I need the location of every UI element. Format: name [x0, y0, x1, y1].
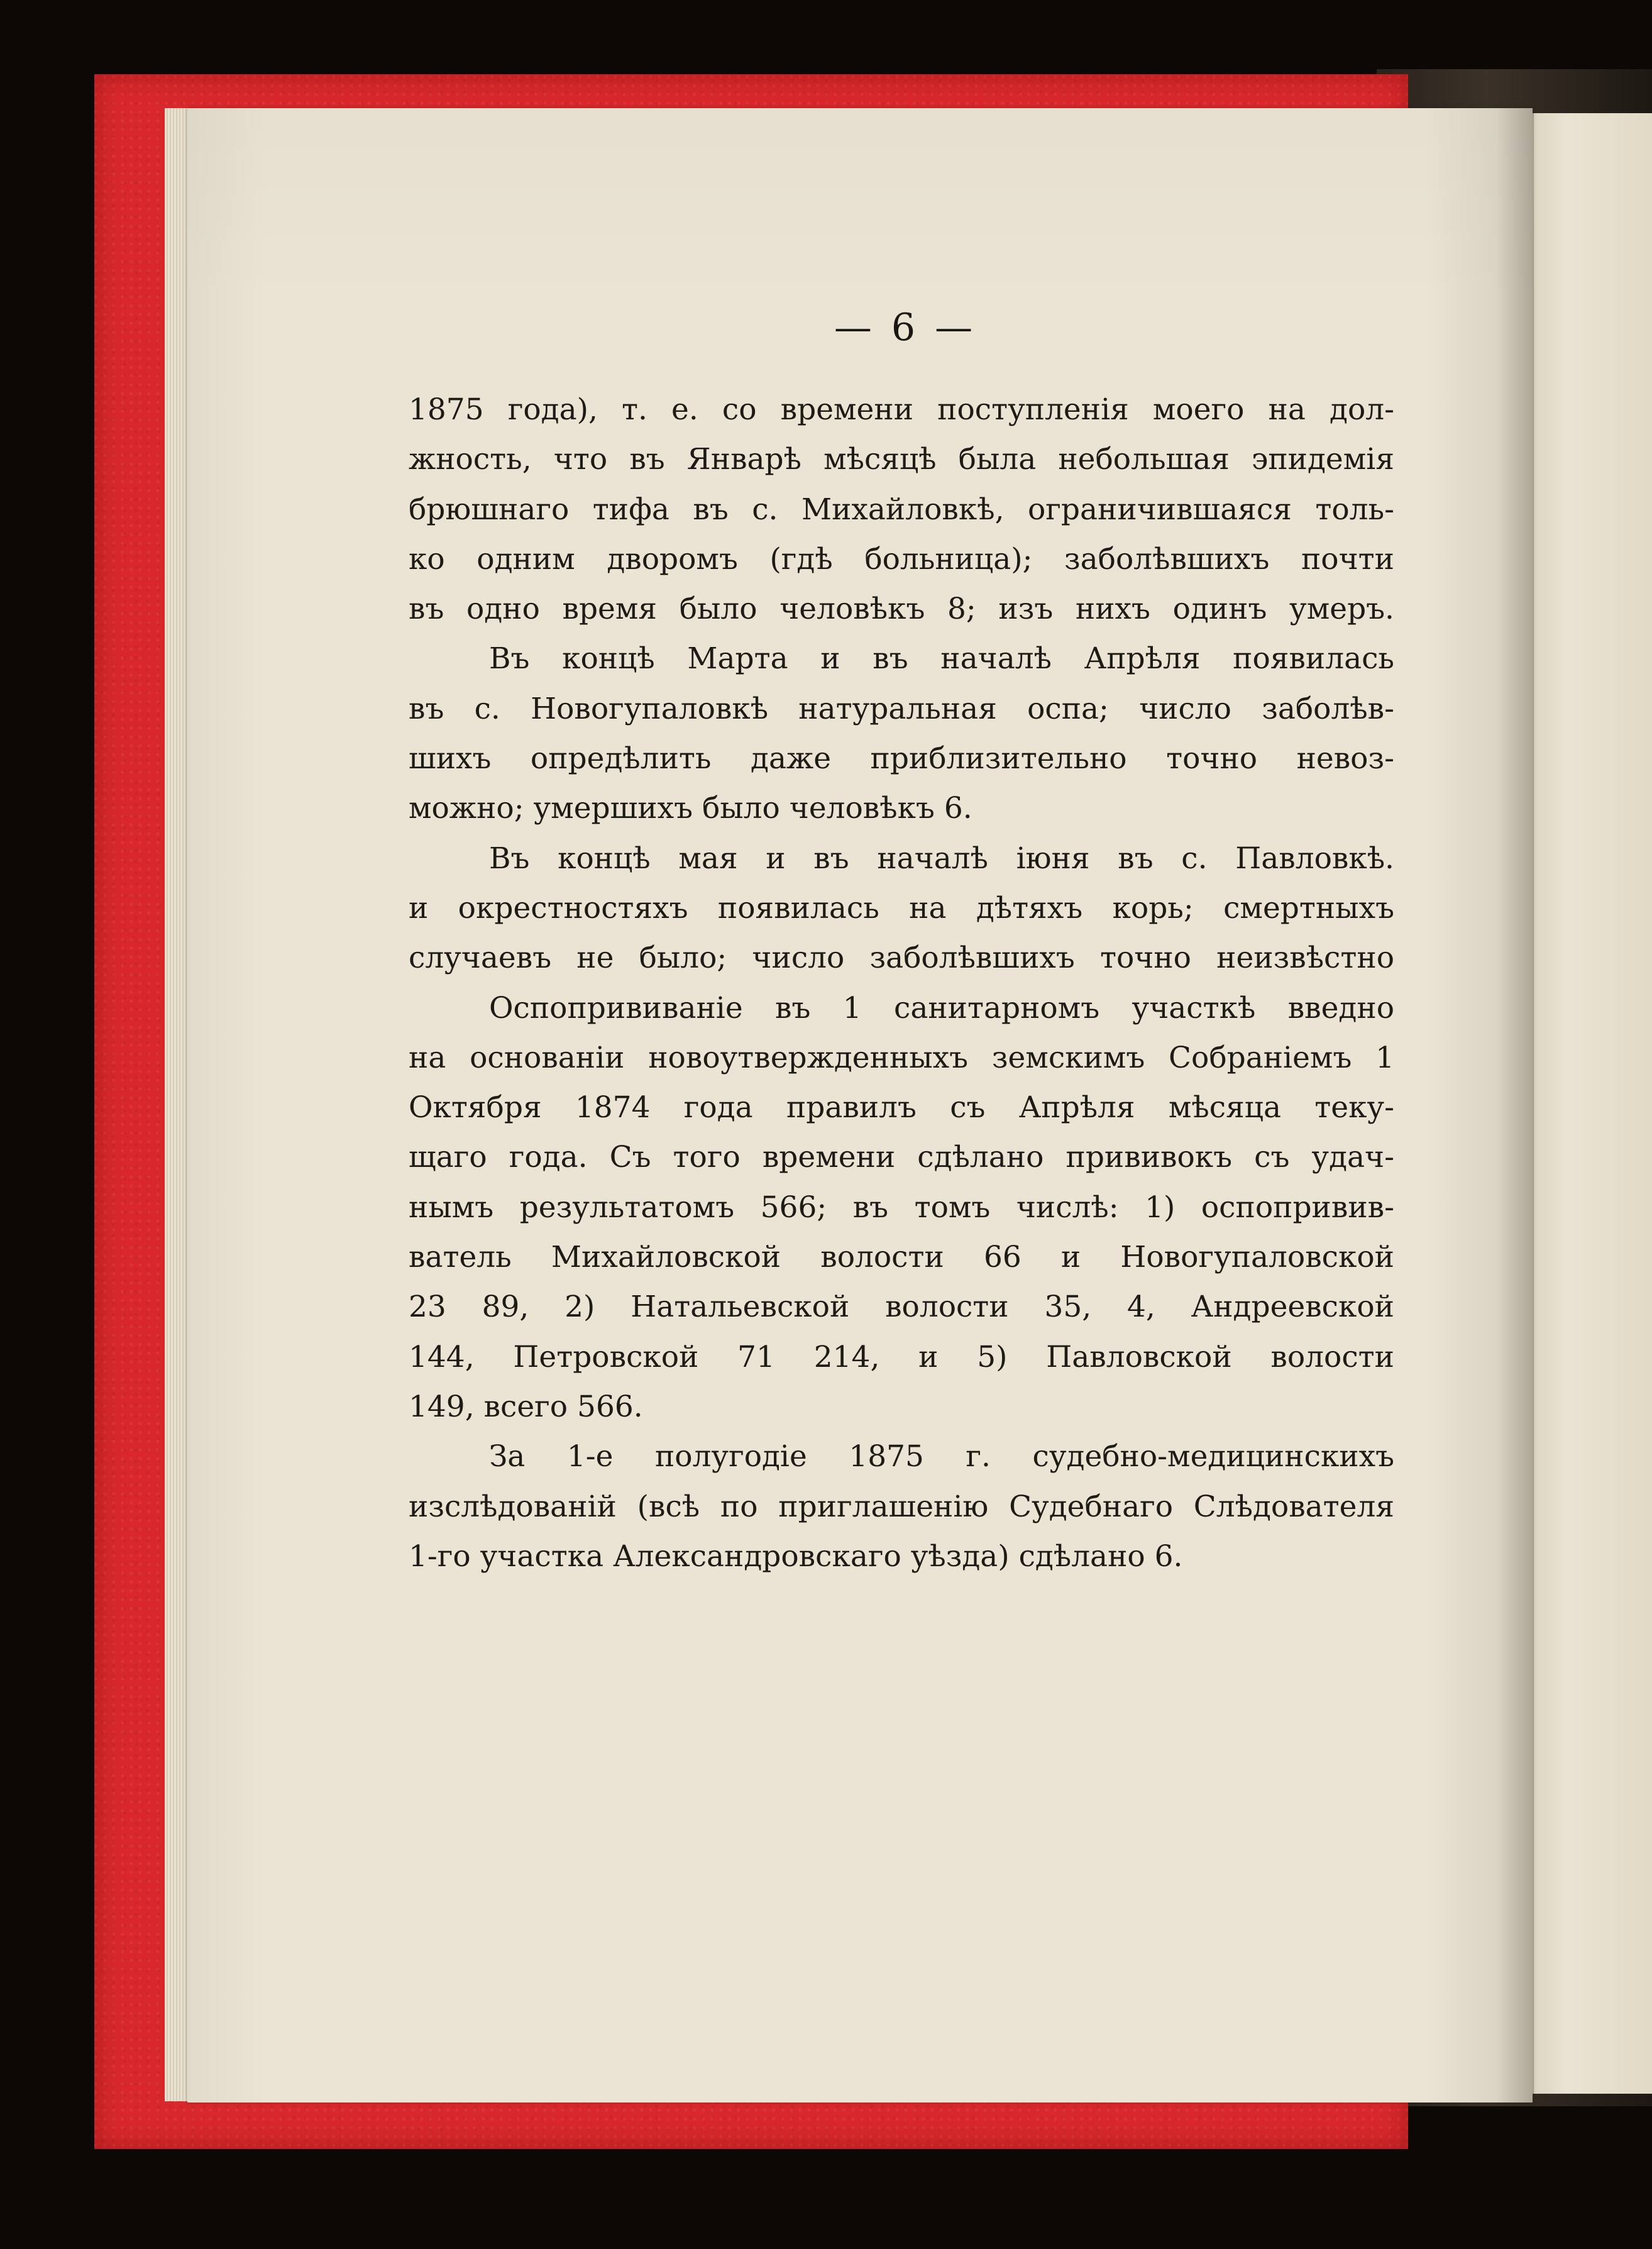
text-line: брюшнаго тифа въ с. Михайловкѣ, ограничившаяся толь-	[409, 492, 1394, 527]
text-line: За 1-е полугодіе 1875 г. судебно-медицинскихъ	[489, 1439, 1394, 1474]
text-line: 23 89, 2) Натальевской волости 35, 4, Андреевской	[409, 1290, 1394, 1325]
gutter-shadow	[1496, 108, 1534, 2103]
page-number: — 6 —	[834, 306, 977, 350]
text-line: въ одно время было человѣкъ 8; изъ нихъ одинъ умеръ.	[409, 592, 1394, 627]
text-line: ватель Михайловской волости 66 и Новогупаловской	[409, 1240, 1394, 1275]
text-line: на основаніи новоутвержденныхъ земскимъ Собраніемъ 1	[409, 1040, 1394, 1075]
text-line: ко одним дворомъ (гдѣ больница); заболѣвшихъ почти	[409, 541, 1394, 577]
text-line: щаго года. Съ того времени сдѣлано прививокъ съ удач-	[409, 1140, 1394, 1175]
text-line: 1-го участка Александровскаго уѣзда) сдѣлано 6.	[409, 1539, 1183, 1574]
text-line: 149, всего 566.	[409, 1389, 643, 1424]
text-line: 1875 года), т. е. со времени поступленія моего на дол-	[409, 392, 1394, 427]
text-line: 144, Петровской 71 214, и 5) Павловской волости	[409, 1339, 1394, 1374]
text-line: нымъ результатомъ 566; въ томъ числѣ: 1) оспопривив-	[409, 1190, 1394, 1225]
text-line: можно; умершихъ было человѣкъ 6.	[409, 791, 972, 826]
text-line: Оспопрививаніе въ 1 санитарномъ участкѣ введно	[489, 990, 1394, 1025]
text-line: случаевъ не было; число заболѣвшихъ точно неизвѣстно	[409, 941, 1394, 976]
text-line: Въ концѣ Марта и въ началѣ Апрѣля появилась	[489, 641, 1394, 677]
facing-page	[1521, 113, 1652, 2094]
text-line: Въ концѣ мая и въ началѣ іюня въ с. Павловкѣ.	[489, 841, 1394, 876]
text-line: шихъ опредѣлить даже приблизительно точно невоз-	[409, 741, 1394, 776]
text-line: жность, что въ Январѣ мѣсяцѣ была небольшая эпидемія	[409, 442, 1394, 477]
body-text	[409, 385, 1394, 1581]
text-line: и окрестностяхъ появилась на дѣтяхъ корь; смертныхъ	[409, 890, 1394, 926]
text-line: въ с. Новогупаловкѣ натуральная оспа; число заболѣв-	[409, 691, 1394, 726]
text-line: Октября 1874 года правилъ съ Апрѣля мѣсяца теку-	[409, 1090, 1394, 1125]
text-line: изслѣдованій (всѣ по приглашенію Судебнаго Слѣдователя	[409, 1489, 1394, 1524]
